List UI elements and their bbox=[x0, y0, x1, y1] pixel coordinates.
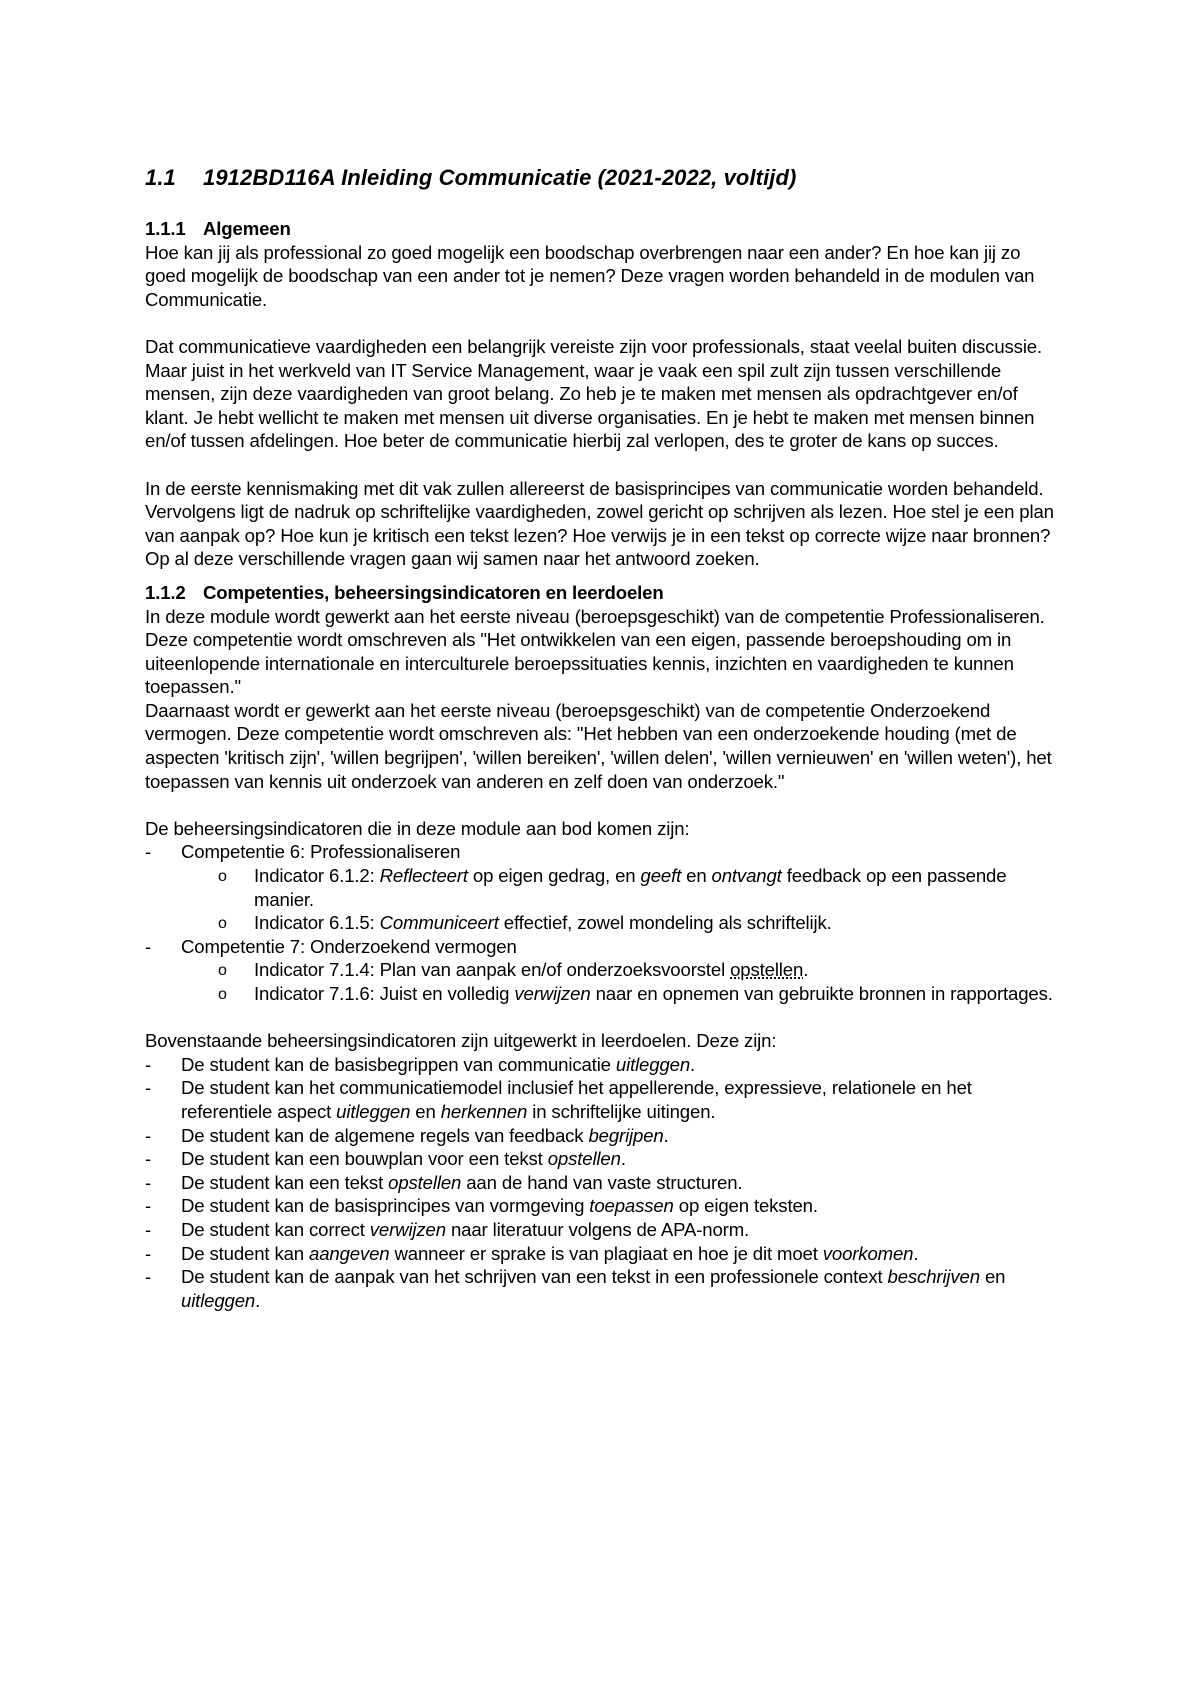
paragraph: Hoe kan jij als professional zo goed mogelijk een boodschap overbrengen naar een ander? En hoe kan jij zo goed mogelijk de boodschap van een ander tot je nemen? Deze vragen worden behandeld in de modulen van Communicatie. bbox=[145, 241, 1035, 310]
goal-verb: voorkomen bbox=[822, 1242, 914, 1264]
list-item bbox=[218, 982, 1065, 1006]
circle-bullet: o bbox=[218, 915, 227, 933]
indicator-verb: verwijzen bbox=[514, 983, 591, 1004]
goal-verb: begrijpen bbox=[588, 1124, 664, 1146]
dash-bullet: - bbox=[145, 1242, 152, 1264]
goal-text: De student kan een tekst bbox=[181, 1171, 389, 1193]
paragraph: Dat communicatieve vaardigheden een belangrijk vereiste zijn voor professionals, staat veelal buiten discussie. Maar juist in het werkveld van IT Service Management, waar je vaak een spil zult zijn tussen verschillende mensen, zijn deze vaardigheden van groot belang. Zo heb je te maken met mensen als opdrachtgever en/of klant. Je hebt wellicht te maken met mensen uit diverse organisaties. En je hebt te maken met mensen binnen en/of tussen afdelingen. Hoe beter de communicatie hierbij zal verlopen, des te groter de kans op succes. bbox=[145, 335, 1043, 452]
goal-text: De student kan een bouwplan voor een tekst bbox=[181, 1148, 548, 1170]
goal-verb: toepassen bbox=[589, 1195, 674, 1217]
goal-verb: verwijzen bbox=[369, 1218, 446, 1240]
goal-text: aan de hand van vaste structuren. bbox=[461, 1171, 743, 1193]
section-title: Competenties, beheersingsindicatoren en leerdoelen bbox=[203, 581, 664, 603]
indicator-text: feedback op een passende manier. bbox=[254, 865, 1007, 910]
goal-verb: herkennen bbox=[440, 1100, 528, 1122]
list-item bbox=[218, 911, 1065, 935]
indicator-text: Indicator 7.1.4: Plan van aanpak en/of onderzoeksvoorstel bbox=[254, 959, 731, 981]
goal-text: en bbox=[979, 1266, 1006, 1288]
goal-verb: opstellen bbox=[388, 1171, 462, 1193]
indicator-text: Indicator 7.1.6: Juist en volledig bbox=[254, 983, 515, 1004]
indicator-text: en bbox=[681, 865, 712, 887]
goal-text: wanneer er sprake is van plagiaat en hoe je dit moet bbox=[389, 1242, 823, 1264]
circle-bullet: o bbox=[218, 868, 227, 886]
goal-text: op eigen teksten. bbox=[673, 1195, 818, 1217]
indicator-text: naar en opnemen van gebruikte bronnen in rapportages. bbox=[590, 983, 1053, 1004]
goal-verb: uitleggen bbox=[181, 1289, 256, 1311]
indicator-verb: geeft bbox=[640, 865, 682, 887]
chapter-title: 1912BD116A Inleiding Communicatie (2021-2022, voltijd) bbox=[203, 165, 797, 190]
dash-bullet: - bbox=[145, 1195, 152, 1217]
goal-text: naar literatuur volgens de APA-norm. bbox=[445, 1218, 750, 1240]
section-heading-competenties bbox=[145, 581, 1065, 605]
goal-text: . bbox=[255, 1289, 261, 1311]
list-item bbox=[145, 1124, 1065, 1148]
section-number: 1.1.2 bbox=[145, 581, 186, 603]
indicator-verb: Reflecteert bbox=[379, 865, 468, 887]
indicator-list bbox=[181, 958, 1065, 1005]
dash-bullet: - bbox=[145, 1077, 152, 1099]
goal-text: De student kan de basisbegrippen van communicatie bbox=[181, 1053, 616, 1075]
list-item bbox=[218, 958, 1065, 982]
indicator-text: . bbox=[803, 959, 809, 981]
goal-verb: aangeven bbox=[309, 1242, 390, 1264]
goal-text: . bbox=[620, 1148, 626, 1170]
paragraph: In deze module wordt gewerkt aan het eerste niveau (beroepsgeschikt) van de competentie Professionaliseren. Deze competentie wordt omschreven als "Het ontwikkelen van een eigen, passende beroepshouding om in uiteenlopende internationale en interculturele beroepssituaties kennis, inzichten en vaardigheden te kunnen toepassen." bbox=[145, 605, 1045, 698]
competence-label: Competentie 7: Onderzoekend vermogen bbox=[181, 935, 517, 957]
dash-bullet: - bbox=[145, 841, 152, 863]
goal-text: . bbox=[690, 1053, 696, 1075]
list-item bbox=[145, 1242, 1065, 1266]
list-item bbox=[145, 1053, 1065, 1077]
goal-text: De student kan de aanpak van het schrijven van een tekst in een professionele context bbox=[181, 1266, 888, 1288]
goal-text: De student kan bbox=[181, 1242, 309, 1264]
list-item bbox=[145, 840, 1065, 934]
indicator-text: Indicator 6.1.5: bbox=[254, 912, 380, 934]
chapter-number: 1.1 bbox=[145, 165, 176, 190]
goal-text: en bbox=[410, 1100, 441, 1122]
goal-text: De student kan de algemene regels van feedback bbox=[181, 1124, 589, 1146]
list-item bbox=[145, 1265, 1065, 1312]
indicator-list bbox=[181, 864, 1065, 935]
dash-bullet: - bbox=[145, 935, 152, 957]
goal-text: De student kan de basisprincipes van vormgeving bbox=[181, 1195, 590, 1217]
competence-list bbox=[145, 840, 1065, 1005]
goals-intro: Bovenstaande beheersingsindicatoren zijn uitgewerkt in leerdoelen. Deze zijn: bbox=[145, 1030, 777, 1052]
dash-bullet: - bbox=[145, 1266, 152, 1288]
list-item bbox=[145, 935, 1065, 1006]
list-item bbox=[218, 864, 1065, 911]
competence-label: Competentie 6: Professionaliseren bbox=[181, 841, 461, 863]
section-title: Algemeen bbox=[203, 218, 291, 239]
indicator-verb: Communiceert bbox=[379, 912, 499, 934]
goal-text: in schriftelijke uitingen. bbox=[527, 1100, 716, 1122]
indicator-text: op eigen gedrag, en bbox=[467, 865, 641, 887]
list-item bbox=[145, 1218, 1065, 1242]
goal-text: De student kan het communicatiemodel inclusief het appellerende, expressieve, relationele en het referentiele aspect bbox=[181, 1077, 972, 1122]
indicator-verb: ontvangt bbox=[711, 865, 782, 887]
goal-text: . bbox=[913, 1242, 919, 1264]
goal-verb: opstellen bbox=[547, 1148, 621, 1170]
document-page bbox=[145, 165, 1065, 1312]
indicator-text: effectief, zowel mondeling als schriftelijk. bbox=[498, 912, 832, 934]
goal-verb: uitleggen bbox=[615, 1053, 691, 1075]
list-item bbox=[145, 1147, 1065, 1171]
indicators-intro: De beheersingsindicatoren die in deze module aan bod komen zijn: bbox=[145, 817, 690, 839]
indicator-text: Indicator 6.1.2: bbox=[254, 865, 380, 887]
circle-bullet: o bbox=[218, 962, 227, 980]
paragraph: Daarnaast wordt er gewerkt aan het eerste niveau (beroepsgeschikt) van de competentie Onderzoekend vermogen. Deze competentie wordt omschreven als: "Het hebben van een onderzoekende houding (met de aspecten 'kritisch zijn', 'willen begrijpen', 'willen bereiken', 'willen delen', 'willen vernieuwen' en 'willen weten'), het toepassen van kennis uit onderzoek van anderen en zelf doen van onderzoek." bbox=[145, 699, 1052, 792]
dash-bullet: - bbox=[145, 1218, 152, 1240]
section-number: 1.1.1 bbox=[145, 218, 186, 239]
indicator-verb: opstellen bbox=[730, 959, 804, 981]
goal-text: . bbox=[663, 1124, 669, 1146]
dash-bullet: - bbox=[145, 1053, 152, 1075]
goal-verb: uitleggen bbox=[336, 1100, 411, 1122]
paragraph: In de eerste kennismaking met dit vak zullen allereerst de basisprincipes van communicatie worden behandeld. Vervolgens ligt de nadruk op schriftelijke vaardigheden, zowel gericht op schrijven als lezen. Hoe stel je een plan van aanpak op? Hoe kun je kritisch een tekst lezen? Hoe verwijs je in een tekst op correcte wijze naar bronnen? Op al deze verschillende vragen gaan wij samen naar het antwoord zoeken. bbox=[145, 477, 1054, 570]
list-item bbox=[145, 1194, 1065, 1218]
list-item bbox=[145, 1076, 1065, 1123]
circle-bullet: o bbox=[218, 986, 227, 1003]
dash-bullet: - bbox=[145, 1171, 152, 1193]
section-heading-algemeen bbox=[145, 217, 1065, 241]
goal-verb: beschrijven bbox=[887, 1266, 980, 1288]
list-item bbox=[145, 1171, 1065, 1195]
goal-text: De student kan correct bbox=[181, 1218, 370, 1240]
learning-goals-list bbox=[145, 1053, 1065, 1313]
chapter-heading bbox=[145, 165, 1065, 191]
dash-bullet: - bbox=[145, 1124, 152, 1146]
dash-bullet: - bbox=[145, 1148, 152, 1170]
